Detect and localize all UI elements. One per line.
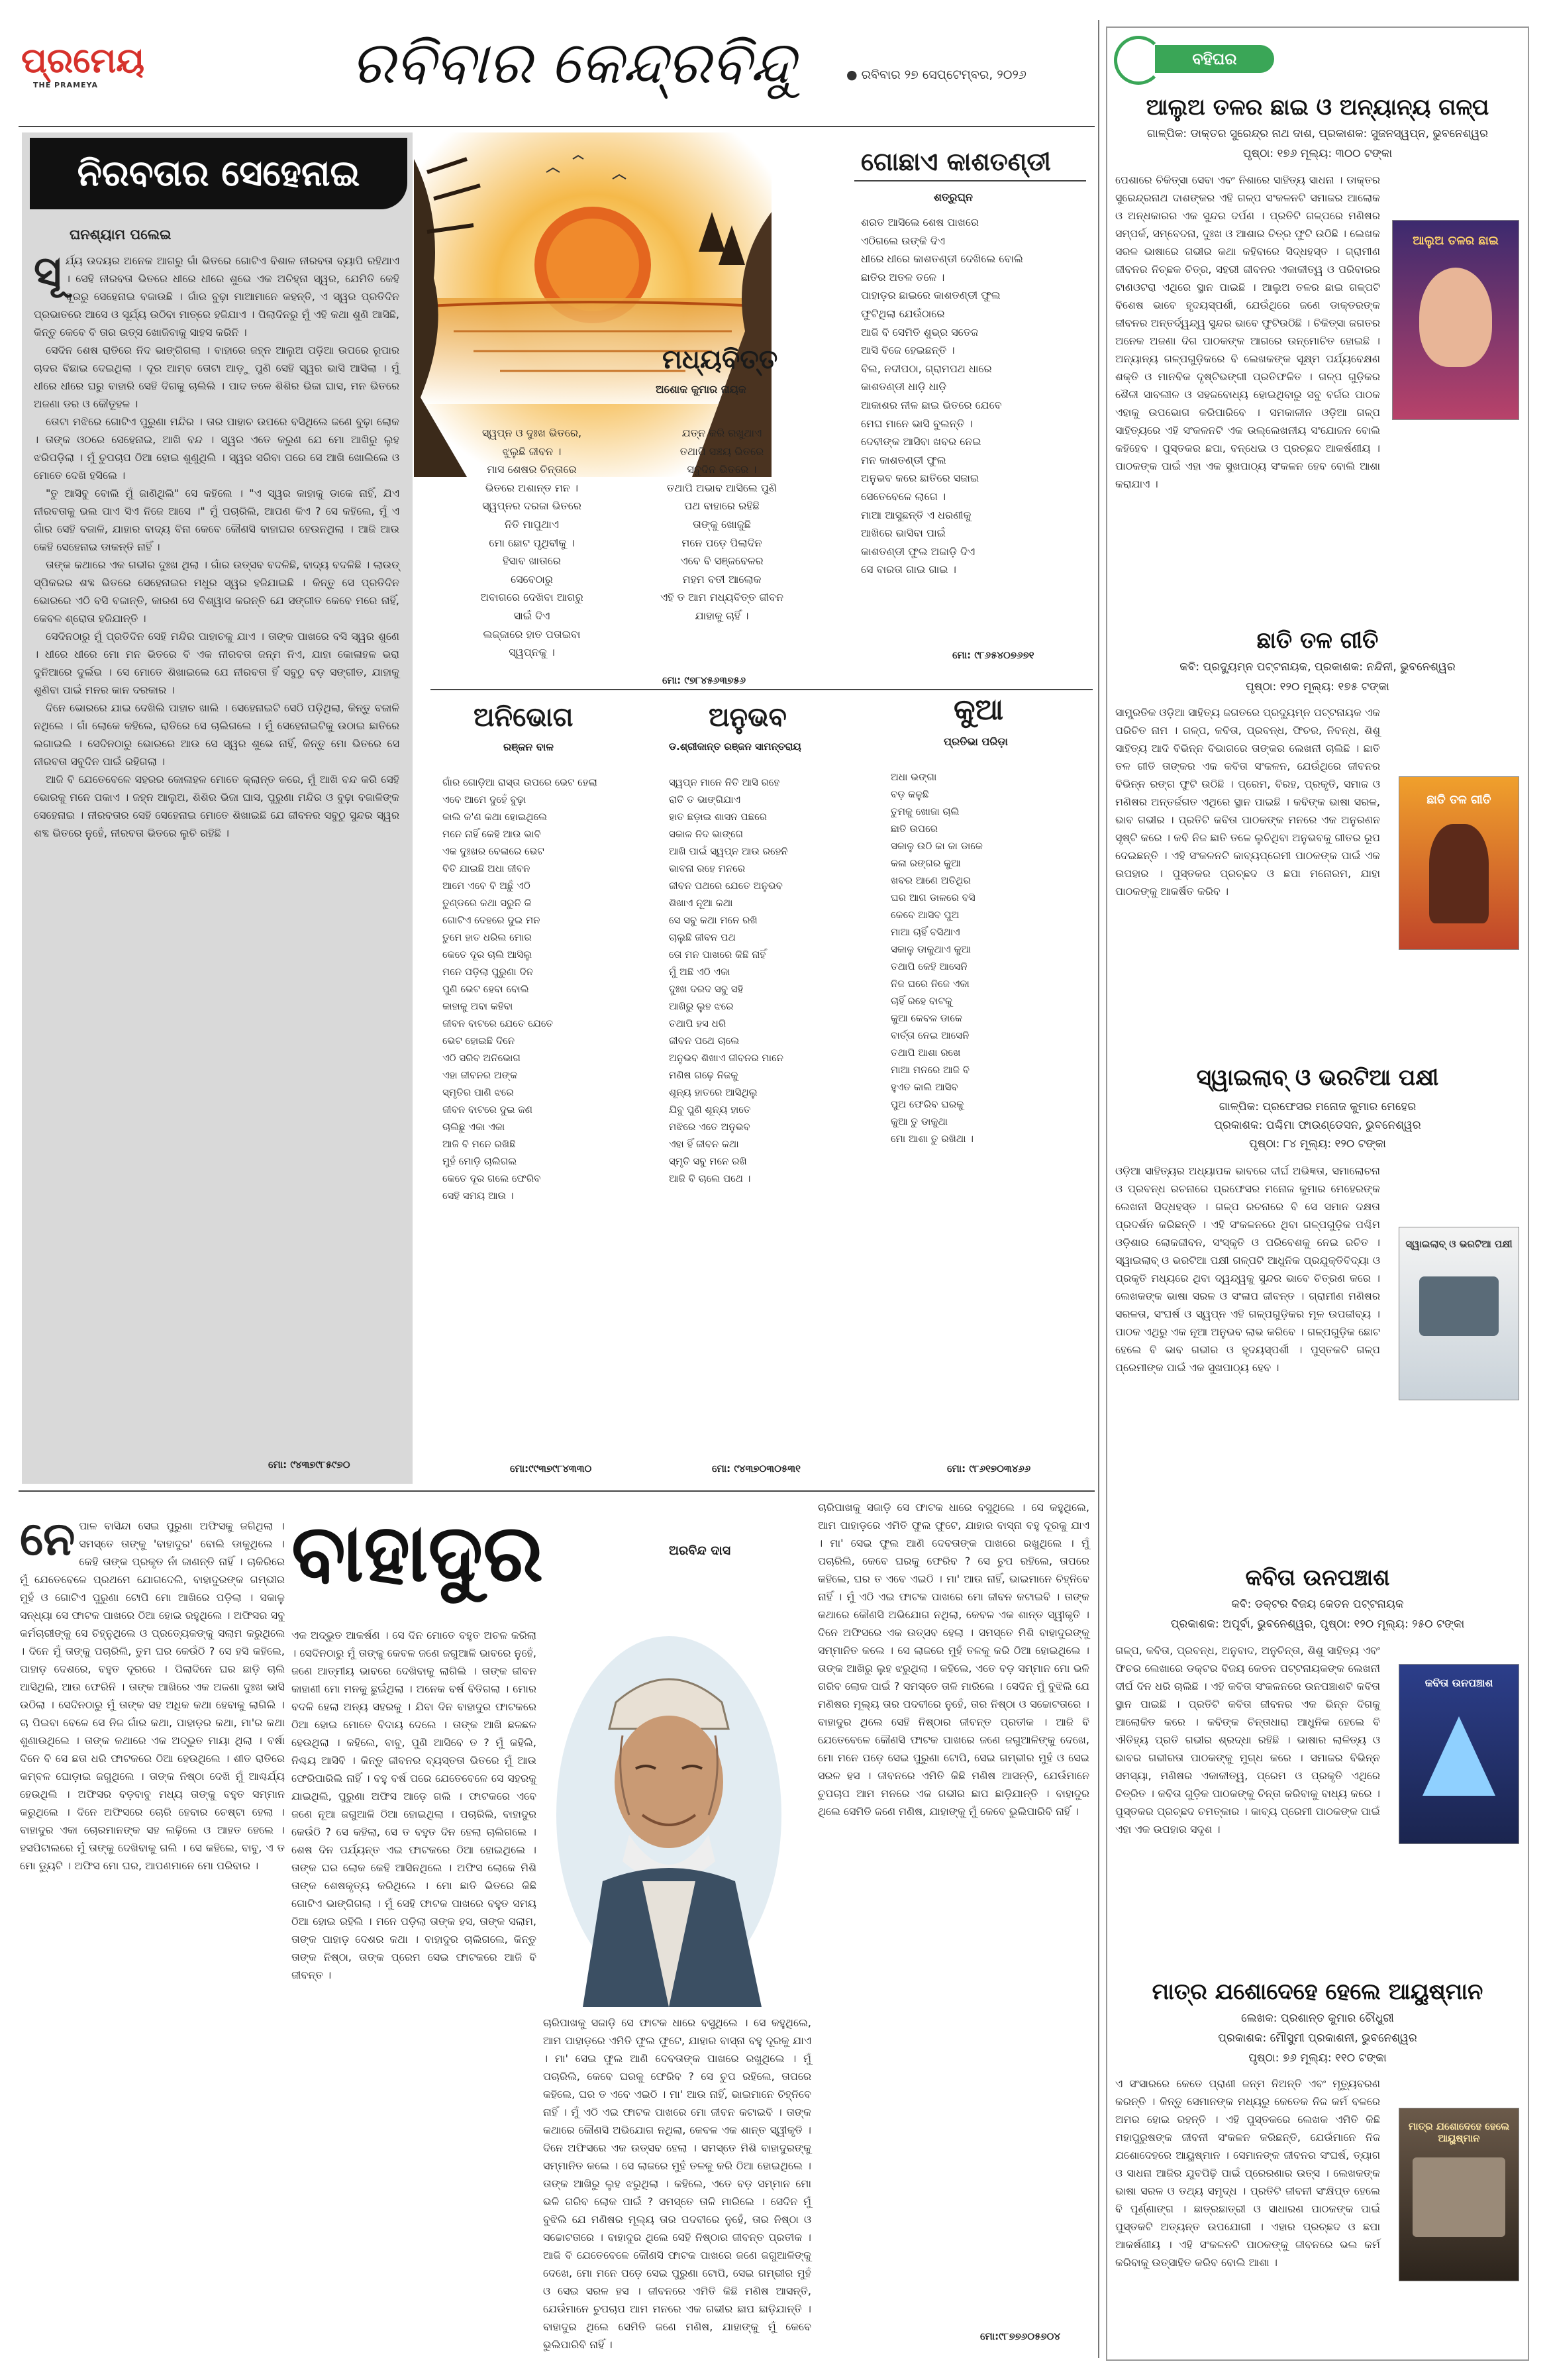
old-man-watercolor [543,1616,795,2007]
poem-title-madhyabitta: ମଧ୍ୟବିତ୍ତ [662,344,778,375]
bahadura-col1-text: ପାଳ ବାସିନ୍ଦା ସେଇ ପୁରୁଣା ଅଫିସକୁ ଜଗିଥିଲା । ସମସ୍ତେ ତାଙ୍କୁ 'ବାହାଦୁର' ବୋଲି ଡାକୁଥିଲେ । କେହି ତାଙ୍କ ପ୍ରକୃତ ନାଁ ଜାଣନ୍ତି ନାହିଁ । ଚାକିରିରେ ମୁଁ ଯେତେବେଳେ ପ୍ରଥମେ ଯୋଗଦେଲି, ବାହାଦୁରଙ୍କ ଗମ୍ଭୀର ମୁହଁ ଓ ଗୋଟିଏ ପୁରୁଣା ଟୋପି ମୋ ଆଖିରେ ପଡ଼ିଲା । ସକାଳୁ ସନ୍ଧ୍ୟା ସେ ଫାଟକ ପାଖରେ ଠିଆ ହୋଇ ରହୁଥିଲେ । ଅଫିସର ସବୁ କର୍ମଚାରୀଙ୍କୁ ସେ ଚିହ୍ନୁଥିଲେ ଓ ପ୍ରତ୍ୟେକଙ୍କୁ ସଲାମ କରୁଥିଲେ । ଦିନେ ମୁଁ ତାଙ୍କୁ ପଚାରିଲି, ତୁମ ଘର କେଉଁଠି ? ସେ ହସି କହିଲେ, ପାହାଡ଼ ଦେଶରେ, ବହୁତ ଦୂରରେ । ପିଲାଦିନେ ଘର ଛାଡ଼ି ଚାଲି ଆସିଥିଲି, ଆଉ ଫେରିନି । ତାଙ୍କ ଆଖିରେ ଏକ ଅଜଣା ଦୁଃଖ ଭାସି ଉଠିଲା । ସେଦିନଠାରୁ ମୁଁ ତାଙ୍କ ସହ ଅଧିକ କଥା ହେବାକୁ ଲାଗିଲି । ଚା ପିଇବା ବେଳେ ସେ ନିଜ ଗାଁର କଥା, ପାହାଡ଼ର କଥା, ମା'ର କଥା ଶୁଣାଉଥିଲେ । ତାଙ୍କ କଥାରେ ଏକ ଅଦ୍ଭୁତ ମାୟା ଥିଲା । ବର୍ଷା ଦିନେ ବି ସେ ଛତା ଧରି ଫାଟକରେ ଠିଆ ହେଉଥିଲେ । ଶୀତ ରାତିରେ କମ୍ବଳ ଘୋଡ଼ାଇ ଜଗୁଥିଲେ । ତାଙ୍କ ନିଷ୍ଠା ଦେଖି ମୁଁ ଆଶ୍ଚର୍ଯ୍ୟ ହେଉଥିଲି । ଅଫିସର ବଡ଼ବାବୁ ମଧ୍ୟ ତାଙ୍କୁ ବହୁତ ସମ୍ମାନ କରୁଥିଲେ । ଦିନେ ଅଫିସରେ ଚୋରି ହେବାର ଚେଷ୍ଟା ହେଲା । ବାହାଦୁର ଏକା ଚୋରମାନଙ୍କ ସହ ଲଢ଼ିଲେ ଓ ଆହତ ହେଲେ । ହସପିଟାଲରେ ମୁଁ ତାଙ୍କୁ ଦେଖିବାକୁ ଗଲି । ସେ କହିଲେ, ବାବୁ, ଏ ତ ମୋ ଡ୍ୟୁଟି । ଅଫିସ ମୋ ଘର, ଆପଣମାନେ ମୋ ପରିବାର । [20,1520,285,1872]
book-cover [1392,220,1519,420]
poem-mobile-kua: ମୋ: ୯୮୬୧୭୦୩୪୬୬ [947,1463,1031,1475]
book-review: ଗଳ୍ପ, କବିତା, ପ୍ରବନ୍ଧ, ଅନୁବାଦ, ଅନୁଚିନ୍ତା, ଶିଶୁ ସାହିତ୍ୟ ଏବଂ ଫିଚର ଲେଖାରେ ଡକ୍ଟର ବିଜୟ କେତନ ପଟ୍ଟନାୟକଙ୍କ ଲେଖନୀ ଦୀର୍ଘ ଦିନ ଧରି ଚାଲିଛି । ଏହି କବିତା ସଂକଳନରେ ଉନପଞ୍ଚାଶଟି କବିତା ସ୍ଥାନ ପାଇଛି । ପ୍ରତିଟି କବିତା ଜୀବନର ଏକ ଭିନ୍ନ ଦିଗକୁ ଆଲୋକିତ କରେ । କବିଙ୍କ ଚିନ୍ତାଧାରା ଆଧୁନିକ ହେଲେ ବି ଐତିହ୍ୟ ପ୍ରତି ଗଭୀର ଶ୍ରଦ୍ଧା ରହିଛି । ଭାଷାର ଲାଳିତ୍ୟ ଓ ଭାବର ଗଭୀରତା ପାଠକଙ୍କୁ ମୁଗ୍ଧ କରେ । ସମାଜର ବିଭିନ୍ନ ସମସ୍ୟା, ମଣିଷର ଏକାକୀତ୍ୱ, ପ୍ରେମ ଓ ପ୍ରକୃତି ଏଥିରେ ଚିତ୍ରିତ । କବିତା ଗୁଡ଼ିକ ପାଠକଙ୍କୁ ଚିନ୍ତା କରିବାକୁ ବାଧ୍ୟ କରେ । ପୁସ୍ତକର ପ୍ରଚ୍ଛଦ ଚମତ୍କାର । କାବ୍ୟ ପ୍ରେମୀ ପାଠକଙ୍କ ପାଇଁ ଏହା ଏକ ଉପହାର ସଦୃଶ । [1115,1644,1380,1836]
book-cover-art [1429,824,1489,923]
main-story [22,132,413,1484]
brand-logo [21,41,144,89]
bahadura-dropcap: ନେ [20,1512,75,1566]
book-cover [1399,1664,1519,1844]
book-cover-title: ସ୍ୱାଇଲାବ୍ ଓ ଭରଟିଆ ପକ୍ଷୀ [1405,1238,1513,1250]
book-price: ପ୍ରକାଶକ: ଅପୂର୍ବା, ଭୁବନେଶ୍ୱର, ପୃଷ୍ଠା: ୧୨୦ ମୂଲ୍ୟ: ୨୫୦ ଟଙ୍କା [1170,1618,1465,1631]
bahadura-mobile: ମୋ:୯୮୭୭୬୦୫୭୦୪ [980,2330,1061,2342]
book-price: ପୃଷ୍ଠା: ୧୨୦ ମୂଲ୍ୟ: ୧୭୫ ଟଙ୍କା [1246,680,1389,694]
bahaghara-panel [1106,26,1529,2361]
book-meta: ଗାଳ୍ପିକ: ଡାକ୍ତର ସୁରେନ୍ଦ୍ର ନାଥ ଦାଶ, ପ୍ରକାଶକ: ସୁଜନସ୍ୱପ୍ନ, ଭୁବନେଶ୍ୱର [1146,127,1489,140]
poem-title-gochhae: ଗୋଛାଏ କାଶତଣ୍ଡୀ [861,147,1051,176]
book-title: ଛାତି ତଳ ଗୀତି [1256,627,1379,654]
book-meta: ଲେଖକ: ପ୍ରଶାନ୍ତ କୁମାର ଚୌଧୁରୀ [1241,2012,1394,2025]
book-cover-art [1423,1716,1495,1796]
poem-title-underline-gochhae [854,180,1086,181]
masthead-rule [19,126,1095,127]
bahaghara-label: ବହିଘର [1155,45,1274,73]
story-paragraph: ର୍ଯ୍ୟ ଉଦୟର ଅନେକ ଆଗରୁ ଗାଁ ଭିତରେ ଗୋଟିଏ ବିଶାଳ ନୀରବତା ବ୍ୟାପି ରହିଥାଏ । ସେହି ନୀରବତା ଭିତରେ ଧୀରେ ଧୀରେ ଶୁଭେ ଏକ ଅଚିହ୍ନା ସ୍ୱର, ଯେମିତି କେହି ଦୂରରୁ ସେହେନାଇ ବଜାଉଛି । ଗାଁର ବୁଢ଼ା ମାଆମାନେ କହନ୍ତି, ଏ ସ୍ୱର ପ୍ରତିଦିନ ପ୍ରଭାତରେ ଆସେ ଓ ସୂର୍ଯ୍ୟ ଉଠିବା ମାତ୍ରେ ହଜିଯାଏ । ପିଲାଦିନରୁ ମୁଁ ଏହି କଥା ଶୁଣି ଆସିଛି, କିନ୍ତୁ କେବେ ବି ତାର ଉତ୍ସ ଖୋଜିବାକୁ ସାହସ କରିନି । [34,254,399,338]
book-review: ଓଡ଼ିଆ ସାହିତ୍ୟର ଅଧ୍ୟାପକ ଭାବରେ ଦୀର୍ଘ ଅଭିଜ୍ଞତା, ସମାଲୋଚନା ଓ ପ୍ରବନ୍ଧ ରଚନାରେ ପ୍ରଫେସର ମନୋଜ କୁମାର ମେହେରଙ୍କ ଲେଖନୀ ସିଦ୍ଧହସ୍ତ । ଗଳ୍ପ ରଚନାରେ ବି ସେ ସମାନ ଦକ୍ଷତା ପ୍ରଦର୍ଶନ କରିଛନ୍ତି । ଏହି ସଂକଳନରେ ଥିବା ଗଳ୍ପଗୁଡ଼ିକ ପଶ୍ଚିମ ଓଡ଼ିଶାର ଲୋକଜୀବନ, ସଂସ୍କୃତି ଓ ପରିବେଶକୁ ନେଇ ରଚିତ । ସ୍ୱାଇଲାବ୍ ଓ ଭରଟିଆ ପକ୍ଷୀ ଗଳ୍ପଟି ଆଧୁନିକ ପ୍ରଯୁକ୍ତିବିଦ୍ୟା ଓ ପ୍ରକୃତି ମଧ୍ୟରେ ଥିବା ଦ୍ୱନ୍ଦ୍ୱକୁ ସୁନ୍ଦର ଭାବେ ଚିତ୍ରଣ କରେ । ଲେଖକଙ୍କ ଭାଷା ସରଳ ଓ ସଂଳାପ ଜୀବନ୍ତ । ଗ୍ରାମୀଣ ମଣିଷର ସରଳତା, ସଂଘର୍ଷ ଓ ସ୍ୱପ୍ନ ଏହି ଗଳ୍ପଗୁଡ଼ିକର ମୂଳ ଉପଜୀବ୍ୟ । ପାଠକ ଏଥିରୁ ଏକ ନୂଆ ଅନୁଭବ ଲାଭ କରିବେ । ଗଳ୍ପଗୁଡ଼ିକ ଛୋଟ ହେଲେ ବି ଭାବ ଗଭୀର ଓ ହୃଦୟସ୍ପର୍ଶୀ । ପୁସ୍ତକଟି ଗଳ୍ପ ପ୍ରେମୀଙ୍କ ପାଇଁ ଏକ ସୁଖପାଠ୍ୟ ହେବ । [1115,1164,1380,1374]
book-cover [1399,776,1519,950]
bahadura-author: ଅରବିନ୍ଦ ଦାସ [669,1543,731,1558]
bahadura-col2b [543,2014,811,2351]
bahadura-portrait [543,1616,795,2007]
book-title: ସ୍ୱାଇଲାବ୍ ଓ ଭରଟିଆ ପକ୍ଷୀ [1196,1064,1439,1091]
book-cover-title: ଆଲୁଅ ତଳର ଛାଇ [1413,234,1499,248]
section-title: ରବିବାର କେନ୍ଦ୍ରବିନ୍ଦୁ [351,28,795,97]
poem-title-kua: କୁଆ [954,693,1004,727]
book-review: ଏ ସଂସାରରେ କେତେ ପ୍ରାଣୀ ଜନ୍ମ ନିଅନ୍ତି ଏବଂ ମୃତ୍ୟୁବରଣ କରନ୍ତି । କିନ୍ତୁ ସେମାନଙ୍କ ମଧ୍ୟରୁ କେତେକ ନିଜ କର୍ମ ବଳରେ ଅମର ହୋଇ ରହନ୍ତି । ଏହି ପୁସ୍ତକରେ ଲେଖକ ଏମିତି କିଛି ମହାପୁରୁଷଙ୍କ ଜୀବନୀ ସଂକଳନ କରିଛନ୍ତି, ଯେଉଁମାନେ ନିଜ ଯଶୋଦେହରେ ଆୟୁଷ୍ମାନ । ସେମାନଙ୍କ ଜୀବନର ସଂଘର୍ଷ, ତ୍ୟାଗ ଓ ସାଧନା ଆଜିର ଯୁବପିଢ଼ି ପାଇଁ ପ୍ରେରଣାର ଉତ୍ସ । ଲେଖକଙ୍କ ଭାଷା ସରଳ ଓ ତଥ୍ୟ ସମୃଦ୍ଧ । ପ୍ରତିଟି ଜୀବନୀ ସଂକ୍ଷିପ୍ତ ହେଲେ ବି ପୂର୍ଣ୍ଣାଙ୍ଗ । ଛାତ୍ରଛାତ୍ରୀ ଓ ସାଧାରଣ ପାଠକଙ୍କ ପାଇଁ ପୁସ୍ତକଟି ଅତ୍ୟନ୍ତ ଉପଯୋଗୀ । ଏହାର ପ୍ରଚ୍ଛଦ ଓ ଛପା ଆକର୍ଷଣୀୟ । ଏହି ସଂକଳନଟି ପାଠକଙ୍କୁ ଜୀବନରେ ଭଲ କର୍ମ କରିବାକୁ ଉତ୍ସାହିତ କରିବ ବୋଲି ଆଶା । [1115,2077,1380,2269]
book-cover-title: ମାତ୍ର ଯଶୋଦେହେ ହେଲେ ଆୟୁଷ୍ମାନ [1408,2120,1510,2144]
story-title: ନିରବତାର ସେହେନାଇ [77,152,360,194]
book-cover [1399,2108,1519,2281]
bahadura-col3: ଚାରିପାଖକୁ ସଜାଡ଼ି ସେ ଫାଟକ ଧାରେ ବସୁଥିଲେ । ସେ କହୁଥିଲେ, ଆମ ପାହାଡ଼ରେ ଏମିତି ଫୁଲ ଫୁଟେ, ଯାହାର ବାସ୍ନା ବହୁ ଦୂରକୁ ଯାଏ । ମା' ସେଇ ଫୁଲ ଆଣି ଦେବତାଙ୍କ ପାଖରେ ରଖୁଥିଲେ । ମୁଁ ପଚାରିଲି, କେବେ ଘରକୁ ଫେରିବ ? ସେ ଚୁପ ରହିଲେ, ତାପରେ କହିଲେ, ଘର ତ ଏବେ ଏଇଠି । ମା' ଆଉ ନାହିଁ, ଭାଇମାନେ ଚିହ୍ନିବେ ନାହିଁ । ମୁଁ ଏଠି ଏଇ ଫାଟକ ପାଖରେ ମୋ ଜୀବନ କଟାଇବି । ତାଙ୍କ କଥାରେ କୌଣସି ଅଭିଯୋଗ ନଥିଲା, କେବଳ ଏକ ଶାନ୍ତ ସ୍ୱୀକୃତି । ଦିନେ ଅଫିସରେ ଏକ ଉତ୍ସବ ହେଲା । ସମସ୍ତେ ମିଶି ବାହାଦୁରଙ୍କୁ ସମ୍ମାନିତ କଲେ । ସେ ଲାଜରେ ମୁହଁ ତଳକୁ କରି ଠିଆ ହୋଇଥିଲେ । ତାଙ୍କ ଆଖିରୁ ଲୁହ ଝରୁଥିଲା । କହିଲେ, ଏତେ ବଡ଼ ସମ୍ମାନ ମୋ ଭଳି ଗରିବ ଲୋକ ପାଇଁ ? ସମସ୍ତେ ତାଳି ମାରିଲେ । ସେଦିନ ମୁଁ ବୁଝିଲି ଯେ ମଣିଷର ମୂଲ୍ୟ ତାର ପଦବୀରେ ନୁହେଁ, ତାର ନିଷ୍ଠା ଓ ସଚ୍ଚୋଟତାରେ । ବାହାଦୁର ଥିଲେ ସେହି ନିଷ୍ଠାର ଜୀବନ୍ତ ପ୍ରତୀକ । ଆଜି ବି ଯେତେବେଳେ କୌଣସି ଫାଟକ ପାଖରେ ଜଣେ ଜଗୁଆଳିଙ୍କୁ ଦେଖେ, ମୋ ମନେ ପଡ଼େ ସେଇ ପୁରୁଣା ଟୋପି, ସେଇ ଗମ୍ଭୀର ମୁହଁ ଓ ସେଇ ସରଳ ହସ । ଜୀବନରେ ଏମିତି କିଛି ମଣିଷ ଆସନ୍ତି, ଯେଉଁମାନେ ଚୁପଚାପ ଆମ ମନରେ ଏକ ଗଭୀର ଛାପ ଛାଡ଼ିଯାନ୍ତି । ବାହାଦୁର ଥିଲେ ସେମିତି ଜଣେ ମଣିଷ, ଯାହାଙ୍କୁ ମୁଁ କେବେ ଭୁଲିପାରିବି ନାହିଁ । [818,1501,1089,1818]
column-divider [1098,20,1099,2358]
poem-body-kua: ଅଧା ଭଙ୍ଗା ବଡ଼ କଳୁଛି ତୁମକୁ ଖୋଜା ଚାଲି ଛାତି ଉପରେ ସକାଳୁ ଉଠି କା କା ଡାକେ କଳା ରଙ୍ଗର କୁଆ ଖବର ଆଣେ ଅତିଥିର ଘର ଆଗ ଡାଳରେ ବସି କେବେ ଆସିବ ପୁଅ ମାଆ ଚାହିଁ ବସିଥାଏ ସକାଳୁ ଡାକୁଥାଏ କୁଆ ତଥାପି କେହି ଆସେନି ନିଜ ଘରେ ନିଜେ ଏକା ଚାହିଁ ରହେ ବାଟକୁ କୁଆ କେବଳ ଡାକେ ବାର୍ତ୍ତା ନେଇ ଆସେନି ତଥାପି ଆଶା ରଖେ ମାଆ ମନରେ ଆଜି ବି ହୁଏତ କାଲି ଆସିବ ପୁଅ ଫେରିବ ଘରକୁ କୁଆ ତୁ ଡାକୁଥା ମୋ ଆଶା ତୁ ରଖିଥା । [891,771,983,1145]
poem-title-anubhaba: ଅନୁଭବ [709,702,787,733]
poem-author-madhyabitta: ଅଶୋକ କୁମାର ନାୟକ [656,383,746,395]
story-paragraph: "ତୁ ଆସିବୁ ବୋଲି ମୁଁ ଜାଣିଥିଲି" ସେ କହିଲେ । "ଏ ସ୍ୱର କାହାକୁ ଡାକେ ନାହିଁ, ଯିଏ ନୀରବତାକୁ ଭଲ ପାଏ ସିଏ ନିଜେ ଆସେ ।" ମୁଁ ପଚାରିଲି, ଆପଣ କିଏ ? ସେ କହିଲେ, ମୁଁ ଏ ଗାଁର ସେହି ବଜାଳି, ଯାହାର ବାଦ୍ୟ ବିନା କେବେ କୌଣସି ବାହାଘର ହେଉନଥିଲା । ଆଜି ଆଉ କେହି ସେହେନାଇ ଡାକନ୍ତି ନାହିଁ । [34,487,399,553]
story-paragraph: ତୋଟା ମଝିରେ ଗୋଟିଏ ପୁରୁଣା ମନ୍ଦିର । ତାର ପାହାଚ ଉପରେ ବସିଥିଲେ ଜଣେ ବୁଢ଼ା ଲୋକ । ତାଙ୍କ ଓଠରେ ସେହେନାଇ, ଆଖି ବନ୍ଦ । ସ୍ୱର ଏତେ କରୁଣ ଯେ ମୋ ଆଖିରୁ ଲୁହ ଝରିପଡ଼ିଲା । ମୁଁ ଚୁପଚାପ ଠିଆ ହୋଇ ଶୁଣୁଥିଲି । ସ୍ୱର ସରିବା ପରେ ସେ ଆଖି ଖୋଲିଲେ ଓ ମୋତେ ଦେଖି ହସିଲେ । [34,415,399,482]
bahadura-col2: ଏକ ଅଦ୍ଭୁତ ଆକର୍ଷଣ । ସେ ଦିନ ମୋତେ ବହୁତ ଅଚଳ କରିଲା । ସେଦିନଠାରୁ ମୁଁ ତାଙ୍କୁ କେବଳ ଜଣେ ଜଗୁଆଳି ଭାବରେ ନୁହେଁ, ଜଣେ ଆତ୍ମୀୟ ଭାବରେ ଦେଖିବାକୁ ଲାଗିଲି । ତାଙ୍କ ଜୀବନ କାହାଣୀ ମୋ ମନକୁ ଛୁଇଁଥିଲା । ଅନେକ ବର୍ଷ ବିତିଗଲା । ମୋର ବଦଳି ହେଲା ଅନ୍ୟ ସହରକୁ । ଯିବା ଦିନ ବାହାଦୁର ଫାଟକରେ ଠିଆ ହୋଇ ମୋତେ ବିଦାୟ ଦେଲେ । ତାଙ୍କ ଆଖି ଛଳଛଳ ହେଉଥିଲା । କହିଲେ, ବାବୁ, ପୁଣି ଆସିବେ ତ ? ମୁଁ କହିଲି, ନିଶ୍ଚୟ ଆସିବି । କିନ୍ତୁ ଜୀବନର ବ୍ୟସ୍ତତା ଭିତରେ ମୁଁ ଆଉ ଫେରିପାରିଲି ନାହିଁ । ବହୁ ବର୍ଷ ପରେ ଯେତେବେଳେ ସେ ସହରକୁ ଯାଇଥିଲି, ପୁରୁଣା ଅଫିସ ଆଡ଼େ ଗଲି । ଫାଟକରେ ଏବେ ଜଣେ ନୂଆ ଜଗୁଆଳି ଠିଆ ହୋଇଥିଲା । ପଚାରିଲି, ବାହାଦୁର କେଉଁଠି ? ସେ କହିଲା, ସେ ତ ବହୁତ ଦିନ ହେଲା ଚାଲିଗଲେ । ଶେଷ ଦିନ ପର୍ଯ୍ୟନ୍ତ ଏଇ ଫାଟକରେ ଠିଆ ହୋଇଥିଲେ । ତାଙ୍କ ଘର ଲୋକ କେହି ଆସିନଥିଲେ । ଅଫିସ ଲୋକେ ମିଶି ତାଙ୍କ ଶେଷକୃତ୍ୟ କରିଥିଲେ । ମୋ ଛାତି ଭିତରେ କିଛି ଗୋଟିଏ ଭାଙ୍ଗିଗଲା । ମୁଁ ସେହି ଫାଟକ ପାଖରେ ବହୁତ ସମୟ ଠିଆ ହୋଇ ରହିଲି । ମନେ ପଡ଼ିଲା ତାଙ୍କ ହସ, ତାଙ୍କ ସଲାମ, ତାଙ୍କ ପାହାଡ଼ ଦେଶର କଥା । ବାହାଦୁର ଚାଲିଗଲେ, କିନ୍ତୁ ତାଙ୍କ ନିଷ୍ଠା, ତାଙ୍କ ପ୍ରେମ ସେଇ ଫାଟକରେ ଆଜି ବି ଜୀବନ୍ତ । [291,1629,536,1981]
book-cover [1399,1227,1519,1400]
book-review: ପେଶାରେ ଚିକିତ୍ସା ସେବା ଏବଂ ନିଶାରେ ସାହିତ୍ୟ ସାଧନା । ଡାକ୍ତର ସୁରେନ୍ଦ୍ରନାଥ ଦାଶଙ୍କର ଏହି ଗଳ୍ପ ସଂକଳନଟି ସମାଜର ଆଲୋକ ଓ ଅନ୍ଧକାରର ଏକ ସୁନ୍ଦର ଦର୍ପଣ । ପ୍ରତିଟି ଗଳ୍ପରେ ମଣିଷର ସମ୍ପର୍କ, ସମ୍ବେଦନା, ଦୁଃଖ ଓ ଆଶାର ଚିତ୍ର ଫୁଟି ଉଠିଛି । ଲେଖକ ସରଳ ଭାଷାରେ ଗଭୀର କଥା କହିବାରେ ସିଦ୍ଧହସ୍ତ । ଗ୍ରାମୀଣ ଜୀବନର ନିଚ୍ଛକ ଚିତ୍ର, ସହରୀ ଜୀବନର ଏକାକୀତ୍ୱ ଓ ପରିବାରର ଟାଣଓଟରା ଏଥିରେ ସ୍ଥାନ ପାଇଛି । ଆଲୁଅ ତଳର ଛାଇ ଗଳ୍ପଟି ବିଶେଷ ଭାବେ ହୃଦୟସ୍ପର୍ଶୀ, ଯେଉଁଥିରେ ଜଣେ ଡାକ୍ତରଙ୍କ ଜୀବନର ଅନ୍ତର୍ଦ୍ୱନ୍ଦ୍ୱ ସୁନ୍ଦର ଭାବେ ଫୁଟିଉଠିଛି । ଚିକିତ୍ସା ଜଗତର ଅନେକ ଅଜଣା ଦିଗ ପାଠକଙ୍କ ଆଗରେ ଉନ୍ମୋଚିତ ହୋଇଛି । ଅନ୍ୟାନ୍ୟ ଗଳ୍ପଗୁଡ଼ିକରେ ବି ଲେଖକଙ୍କ ସୂକ୍ଷ୍ମ ପର୍ଯ୍ୟବେକ୍ଷଣ ଶକ୍ତି ଓ ମାନବିକ ଦୃଷ୍ଟିଭଙ୍ଗୀ ପ୍ରତିଫଳିତ । ଗଳ୍ପ ଗୁଡ଼ିକର ଶୈଳୀ ସାବଲୀଳ ଓ ସହଜବୋଧ୍ୟ ହୋଇଥିବାରୁ ସବୁ ବର୍ଗର ପାଠକ ଏହାକୁ ଉପଭୋଗ କରିପାରିବେ । ସମକାଳୀନ ଓଡ଼ିଆ ଗଳ୍ପ ସାହିତ୍ୟରେ ଏହି ସଂକଳନଟି ଏକ ଉଲ୍ଲେଖନୀୟ ସଂଯୋଜନ ବୋଲି କହିହେବ । ପୁସ୍ତକର ଛପା, ବନ୍ଧେଇ ଓ ପ୍ରଚ୍ଛଦ ଆକର୍ଷଣୀୟ । ପାଠକଙ୍କ ପାଇଁ ଏହା ଏକ ସୁଖପାଠ୍ୟ ସଂକଳନ ହେବ ବୋଲି ଆଶା କରାଯାଏ । [1115,174,1380,490]
book-meta: କବି: ପ୍ରଦ୍ୟୁମ୍ନ ପଟ୍ଟନାୟକ, ପ୍ରକାଶକ: ନନ୍ଦିନୀ, ଭୁବନେଶ୍ୱର [1179,660,1456,674]
book-title: ମାତ୍ର ଯଶୋଦେହେ ହେଲେ ଆୟୁଷ୍ମାନ [1152,1979,1483,2005]
bahaghara-tag [1114,36,1293,82]
book-title: ଆଲୁଅ ତଳର ଛାଇ ଓ ଅନ୍ୟାନ୍ୟ ଗଳ୍ପ [1146,94,1489,121]
story-paragraph: ଆଜି ବି ଯେତେବେଳେ ସହରର କୋଳାହଳ ମୋତେ କ୍ଲାନ୍ତ କରେ, ମୁଁ ଆଖି ବନ୍ଦ କରି ସେହି ଭୋରକୁ ମନେ ପକାଏ । ଜହ୍ନ ଆଲୁଅ, ଶିଶିର ଭିଜା ଘାସ, ପୁରୁଣା ମନ୍ଦିର ଓ ବୁଢ଼ା ବଜାଳିଙ୍କ ସେହେନାଇ । ନୀରବତାର ସେହି ସେହେନାଇ ମୋତେ ଶିଖାଇଛି ଯେ ଜୀବନର ସବୁଠୁ ସୁନ୍ଦର ସ୍ୱର ଶବ୍ଦ ଭିତରେ ନୁହେଁ, ନୀରବତା ଭିତରେ ଲୁଚି ରହିଛି । [34,773,399,839]
story-body [34,248,399,1444]
story-paragraph: ସେଦିନଠାରୁ ମୁଁ ପ୍ରତିଦିନ ସେହି ମନ୍ଦିର ପାହାଚକୁ ଯାଏ । ତାଙ୍କ ପାଖରେ ବସି ସ୍ୱର ଶୁଣେ । ଧୀରେ ଧୀରେ ମୋ ମନ ଭିତରେ ବି ଏକ ନୀରବତା ଜନ୍ମ ନିଏ, ଯାହା କୋଳାହଳ ଭରା ଦୁନିଆରେ ଦୁର୍ଲଭ । ସେ ମୋତେ ଶିଖାଇଲେ ଯେ ନୀରବତା ହିଁ ସବୁଠୁ ବଡ଼ ସଙ୍ଗୀତ, ଯାହାକୁ ଶୁଣିବା ପାଇଁ ମନର କାନ ଦରକାର । [34,630,399,696]
book-meta: ଗାଳ୍ପିକ: ପ୍ରଫେସର ମନୋଜ କୁମାର ମେହେର ପ୍ରକାଶକ: ପଶ୍ଚିମା ଫାଉଣ୍ଡେସନ, ଭୁବନେଶ୍ୱର [1214,1100,1421,1132]
poem-body-anibhoga: ଗାଁର ଗୋଡ଼ିଆ ରାସ୍ତା ଉପରେ ଭେଟ ହେଲା ଏବେ ଆମେ ଦୁହେଁ ବୁଢ଼ା କାଲି କ'ଣ କଥା ହୋଇଥିଲେ ମନେ ନାହିଁ କେହି ଆଉ ଭାବି ଏକ ଦୁଃଖର ବେଳାରେ ଭେଟ ବିତି ଯାଇଛି ଅଧା ଜୀବନ ଆମେ ଏବେ ବି ଅଛୁଁ ଏଠି ତୁଣ୍ଡରେ କଥା ସରୁନି କି ଗୋଟିଏ ଦେହରେ ଦୁଇ ମନ ତୁମେ ହାତ ଧରିଲ ମୋର କେତେ ଦୂର ଚାଲି ଆସିଲୁ ମନେ ପଡ଼ିଲା ପୁରୁଣା ଦିନ ପୁଣି ଭେଟ ହେବା ବୋଲି କାହାକୁ ଅବା କହିବା ଜୀବନ ବାଟରେ ଯେତେ ଯେତେ ଭେଟ ହୋଇଛି ଦିନେ ଏଠି ସରିବ ଅନିଭୋଗ ଏହା ଜୀବନର ଅଙ୍କ ସ୍ମୃତିର ପାଣି ଝରେ ଜୀବନ ବାଟରେ ଦୁଇ ଜଣ ଚାଲିଛୁ ଏକା ଏକା ଆଜି ବି ମନେ ରଖିଛି ମୁହଁ ମୋଡ଼ି ଚାଲିଗଲ କେତେ ଦୂର ଗଲେ ଫେରିବ ସେହି ସମୟ ଆଉ । [442,776,597,1202]
book-title: କବିତା ଉନପଞ୍ଚାଶ [1245,1565,1390,1591]
bahadura-title: ବାହାଦୁର [291,1506,544,1600]
bahadura-col1 [20,1512,285,2332]
lower-section-rule [19,1490,1095,1492]
poem-body-madhyabitta-col1: ସ୍ୱପ୍ନ ଓ ଦୁଃଖ ଭିତରେ, ଝୁଲୁଛି ଜୀବନ । ମାସ ଶେଷର ଚିନ୍ତାରେ ଭିତରେ ଅଶାନ୍ତ ମନ । ସ୍ୱପ୍ନର ଦରଜା ଭିତରେ ନିତି ମାପୁଥାଏ ମୋ ଛୋଟ ପୃଥିବୀକୁ । ହିସାବ ଖାତାରେ ସେବେଠାରୁ ଅବାଗରେ ଦେଖିବା ଆଗରୁ ସାଇଁ ଦିଏ ଲଜ୍ଜାରେ ହାତ ପତାଇବା ସ୍ୱପ୍ନକୁ । [480,427,583,659]
masthead [0,0,1099,126]
poem-mobile-madhyabitta: ମୋ: ୯୭୮୪୫୬୩୭୫୬ [662,674,746,686]
book-price: ପୃଷ୍ଠା: ୭୬ ମୂଲ୍ୟ: ୧୧୦ ଟଙ୍କା [1248,2051,1387,2065]
poem-mobile-gochhae: ମୋ: ୯୮୬୫୪୦୭୬୭୧ [952,649,1034,661]
book-price: ପୃଷ୍ଠା: ୮୪ ମୂଲ୍ୟ: ୧୨୦ ଟଙ୍କା [1249,1137,1386,1151]
story-title-banner [30,138,407,209]
book-cover-art [1419,1276,1499,1336]
book-cover-title: ଛାତି ତଳ ଗୀତି [1426,793,1491,807]
book-meta: କବି: ଡକ୍ଟର ବିଜୟ କେତନ ପଟ୍ଟନାୟକ [1231,1598,1404,1611]
story-paragraph: ସେଦିନ ଶେଷ ରାତିରେ ନିଦ ଭାଙ୍ଗିଗଲା । ବାହାରେ ଜହ୍ନ ଆଲୁଅ ପଡ଼ିଆ ଉପରେ ରୂପାର ଚାଦର ବିଛାଇ ଦେଇଥିଲା । ଦୂର ଆମ୍ବ ତୋଟା ଆଡ଼ୁ ପୁଣି ସେହି ସ୍ୱର ଭାସି ଆସିଲା । ମୁଁ ଧୀରେ ଧୀରେ ଘରୁ ବାହାରି ସେହି ଦିଗକୁ ଚାଲିଲି । ପାଦ ତଳେ ଶିଶିର ଭିଜା ଘାସ, ମନ ଭିତରେ ଅଜଣା ଡର ଓ କୌତୂହଳ । [34,344,399,410]
poem-author-gochhae: ଶତ୍ରୁଘ୍ନ [934,191,973,203]
poem-mobile-anibhoga: ମୋ:୯୯୩୭୯୮୪୩୩୦ [510,1463,592,1475]
poem-body-gochhae: ଶରତ ଆସିଲେ ଶେଷ ପାଖରେ ଏଠିଗଲେ ଉଙ୍କି ଦିଏ ଧୀରେ ଧୀରେ କାଶତଣ୍ଡୀ ଦେଖିଲେ ବୋଲି ଛାତିର ଅତଳ ତଳେ । ପାହାଡ଼ର ଛାଇରେ କାଶତଣ୍ଡୀ ଫୁଲ ଫୁଟିଥିଲା ଯେଉଁଠାରେ ଆଜି ବି ସେମିତି ଶୁଭ୍ର ସତେଜ ଆସି ବିଜେ ହେଇଛନ୍ତି । ବିଲ, ନଦୀପଠା, ଗ୍ରାମପଥ ଧାରେ କାଶତଣ୍ଡୀ ଧାଡ଼ି ଧାଡ଼ି ଆକାଶର ନୀଳ ଛାଇ ଭିତରେ ଯେବେ ମେଘ ମାନେ ଭାସି ବୁଲନ୍ତି । ଦେବୀଙ୍କ ଆସିବା ଖବର ନେଇ ମନ କାଶତଣ୍ଡୀ ଫୁଲ ଅନୁଭବ କରେ ଛାତିରେ ସଜାଇ ସେତେବେଳେ ଲାଗେ । ମାଆ ଆସୁଛନ୍ତି ଏ ଧରଣୀକୁ ଆଖିରେ ଭାସିବା ପାଇଁ କାଶତଣ୍ଡୀ ଫୁଲ ଅଜାଡ଼ି ଦିଏ ସେ ବାରତା ଗାଇ ଗାଇ । [861,216,1023,576]
upper-poems-rule [430,689,1093,690]
issue-date: ● ରବିବାର ୨୭ ସେପ୍ଟେମ୍ବର, ୨୦୨୬ [846,68,1026,82]
story-paragraph: ଦିନେ ଭୋରରେ ଯାଇ ଦେଖିଲି ପାହାଚ ଖାଲି । ସେହେନାଇଟି ସେଠି ପଡ଼ିଥିଲା, କିନ୍ତୁ ବଜାଳି ନଥିଲେ । ଗାଁ ଲୋକେ କହିଲେ, ରାତିରେ ସେ ଚାଲିଗଲେ । ମୁଁ ସେହେନାଇଟିକୁ ଉଠାଇ ଛାତିରେ ଲଗାଇଲି । ସେଦିନଠାରୁ ଭୋରରେ ଆଉ ସେ ସ୍ୱର ଶୁଭେ ନାହିଁ, କିନ୍ତୁ ମୋ ଭିତରେ ସେ ନୀରବତା ସବୁଦିନ ପାଇଁ ରହିଗଲା । [34,701,399,768]
book-publisher: ପ୍ରକାଶକ: ମୌସୁମୀ ପ୍ରକାଶନୀ, ଭୁବନେଶ୍ୱର [1218,2032,1417,2045]
bahadura-col2b-text: ଚାରିପାଖକୁ ସଜାଡ଼ି ସେ ଫାଟକ ଧାରେ ବସୁଥିଲେ । ସେ କହୁଥିଲେ, ଆମ ପାହାଡ଼ରେ ଏମିତି ଫୁଲ ଫୁଟେ, ଯାହାର ବାସ୍ନା ବହୁ ଦୂରକୁ ଯାଏ । ମା' ସେଇ ଫୁଲ ଆଣି ଦେବତାଙ୍କ ପାଖରେ ରଖୁଥିଲେ । ମୁଁ ପଚାରିଲି, କେବେ ଘରକୁ ଫେରିବ ? ସେ ଚୁପ ରହିଲେ, ତାପରେ କହିଲେ, ଘର ତ ଏବେ ଏଇଠି । ମା' ଆଉ ନାହିଁ, ଭାଇମାନେ ଚିହ୍ନିବେ ନାହିଁ । ମୁଁ ଏଠି ଏଇ ଫାଟକ ପାଖରେ ମୋ ଜୀବନ କଟାଇବି । ତାଙ୍କ କଥାରେ କୌଣସି ଅଭିଯୋଗ ନଥିଲା, କେବଳ ଏକ ଶାନ୍ତ ସ୍ୱୀକୃତି । ଦିନେ ଅଫିସରେ ଏକ ଉତ୍ସବ ହେଲା । ସମସ୍ତେ ମିଶି ବାହାଦୁରଙ୍କୁ ସମ୍ମାନିତ କଲେ । ସେ ଲାଜରେ ମୁହଁ ତଳକୁ କରି ଠିଆ ହୋଇଥିଲେ । ତାଙ୍କ ଆଖିରୁ ଲୁହ ଝରୁଥିଲା । କହିଲେ, ଏତେ ବଡ଼ ସମ୍ମାନ ମୋ ଭଳି ଗରିବ ଲୋକ ପାଇଁ ? ସମସ୍ତେ ତାଳି ମାରିଲେ । ସେଦିନ ମୁଁ ବୁଝିଲି ଯେ ମଣିଷର ମୂଲ୍ୟ ତାର ପଦବୀରେ ନୁହେଁ, ତାର ନିଷ୍ଠା ଓ ସଚ୍ଚୋଟତାରେ । ବାହାଦୁର ଥିଲେ ସେହି ନିଷ୍ଠାର ଜୀବନ୍ତ ପ୍ରତୀକ । ଆଜି ବି ଯେତେବେଳେ କୌଣସି ଫାଟକ ପାଖରେ ଜଣେ ଜଗୁଆଳିଙ୍କୁ ଦେଖେ, ମୋ ମନେ ପଡ଼େ ସେଇ ପୁରୁଣା ଟୋପି, ସେଇ ଗମ୍ଭୀର ମୁହଁ ଓ ସେଇ ସରଳ ହସ । ଜୀବନରେ ଏମିତି କିଛି ମଣିଷ ଆସନ୍ତି, ଯେଉଁମାନେ ଚୁପଚାପ ଆମ ମନରେ ଏକ ଗଭୀର ଛାପ ଛାଡ଼ିଯାନ୍ତି । ବାହାଦୁର ଥିଲେ ସେମିତି ଜଣେ ମଣିଷ, ଯାହାଙ୍କୁ ମୁଁ କେବେ ଭୁଲିପାରିବି ନାହିଁ । [543,2016,811,2351]
poem-author-anibhoga: ରଞ୍ଜନ ବାଳ [503,741,554,753]
story-mobile: ମୋ: ୯୪୩୭୯୮୫୯୭୦ [268,1459,350,1471]
poem-mobile-anubhaba: ମୋ: ୯୪୩୭୦୩୦୫୩୧ [712,1463,801,1475]
book-cover-title: କବିତା ଉନପଞ୍ଚାଶ [1424,1677,1493,1689]
poem-author-kua: ପ୍ରତିଭା ପରିଡ଼ା [944,735,1008,748]
poem-author-anubhaba: ଡ.ଶ୍ରୀକାନ୍ତ ରଞ୍ଜନ ସାମନ୍ତରାୟ [669,741,801,752]
story-paragraph: ତାଙ୍କ କଥାରେ ଏକ ଗଭୀର ଦୁଃଖ ଥିଲା । ଗାଁର ଉତ୍ସବ ବଦଳିଛି, ବାଦ୍ୟ ବଦଳିଛି । ଲାଉଡ୍ ସ୍ପିକରର ଶବ୍ଦ ଭିତରେ ସେହେନାଇର ମଧୁର ସ୍ୱର ହଜିଯାଇଛି । କିନ୍ତୁ ସେ ପ୍ରତିଦିନ ଭୋରରେ ଏଠି ବସି ବଜାନ୍ତି, କାରଣ ସେ ବିଶ୍ୱାସ କରନ୍ତି ଯେ ସଙ୍ଗୀତ କେବେ ମରେ ନାହିଁ, କେବଳ ଶ୍ରୋତା ହଜିଯାନ୍ତି । [34,558,399,625]
story-author: ଘନଶ୍ୟାମ ପଲେଇ [70,227,172,242]
brand-sub: THE PRAMEYA [33,81,98,89]
brand-name: ପ୍ରମେୟ [21,41,145,81]
book-cover-art [1419,268,1492,367]
book-cover-art [1413,2157,1505,2237]
book-review: ସାମ୍ପ୍ରତିକ ଓଡ଼ିଆ ସାହିତ୍ୟ ଜଗତରେ ପ୍ରଦ୍ୟୁମ୍ନ ପଟ୍ଟନାୟକ ଏକ ପରିଚିତ ନାମ । ଗଳ୍ପ, କବିତା, ପ୍ରବନ୍ଧ, ଫିଚର, ନିବନ୍ଧ, ଶିଶୁ ସାହିତ୍ୟ ଆଦି ବିଭିନ୍ନ ବିଭାଗରେ ତାଙ୍କର ଲେଖନୀ ଚାଲିଛି । ଛାତି ତଳ ଗୀତି ତାଙ୍କର ଏକ କବିତା ସଂକଳନ, ଯେଉଁଥିରେ ଜୀବନର ବିଭିନ୍ନ ରଙ୍ଗ ଫୁଟି ଉଠିଛି । ପ୍ରେମ, ବିରହ, ପ୍ରକୃତି, ସମାଜ ଓ ମଣିଷର ଅନ୍ତର୍ଜଗତ ଏଥିରେ ସ୍ଥାନ ପାଇଛି । କବିଙ୍କ ଭାଷା ସରଳ, ଭାବ ଗଭୀର । ପ୍ରତିଟି କବିତା ପାଠକଙ୍କ ମନରେ ଏକ ଅନୁରଣନ ସୃଷ୍ଟି କରେ । କବି ନିଜ ଛାତି ତଳେ ଲୁଚିଥିବା ଅନୁଭବକୁ ଗୀତର ରୂପ ଦେଇଛନ୍ତି । ଏହି ସଂକଳନଟି କାବ୍ୟପ୍ରେମୀ ପାଠକଙ୍କ ପାଇଁ ଏକ ଉପହାର । ପୁସ୍ତକର ପ୍ରଚ୍ଛଦ ଓ ଛପା ମନୋରମ, ଯାହା ପାଠକଙ୍କୁ ଆକର୍ଷିତ କରିବ । [1115,706,1380,898]
poem-title-anibhoga: ଅନିଭୋଗ [474,702,574,733]
poem-body-madhyabitta-col2: ଯତ୍ନ କରି ରଖୁଥାଏ ତଥାପି ସଞ୍ଚୟ ଭିତରେ ସବୁଦିନ ଭିତରେ । ତଥାପି ଅଭାବ ଆସିଲେ ପୁଣି ପଥ ବାହାରେ ରହିଛି ତାଙ୍କୁ ଖୋଜୁଛି ମନେ ପଡ଼େ ପିଲାଦିନ ଏବେ ବି ସଞ୍ଜବେଳର ମହମ ବତୀ ଆଲୋକ ଏହି ତ ଆମ ମଧ୍ୟବିତ୍ତ ଜୀବନ ଯାହାକୁ ଚାହିଁ । [660,427,783,622]
book-price: ପୃଷ୍ଠା: ୧୭୬ ମୂଲ୍ୟ: ୩୦୦ ଟଙ୍କା [1242,147,1393,160]
poem-body-anubhaba: ସ୍ୱପ୍ନ ମାନେ ନିତି ଆସି ରହେ ରାତି ତ ଭାଙ୍ଗିଯାଏ ହାତ ଛଡ଼ାଇ ଶାସନ ପଛରେ ସକାଳ ନିଦ ଭାଙ୍ଗେ ଆଖି ପାଇଁ ସ୍ୱପ୍ନ ଆଉ ରହେନି ଭାବନା ରହେ ମନରେ ଜୀବନ ପଥରେ ଯେତେ ଅନୁଭବ ଶିଖାଏ ନୂଆ କଥା ସେ ସବୁ କଥା ମନେ ରଖି ଚାଲୁଛି ଜୀବନ ପଥ ତୋ ମନ ପାଖରେ କିଛି ନାହିଁ ମୁଁ ଅଛି ଏଠି ଏକା ଦୁଃଖ ଦରଦ ସବୁ ସହି ଆଖିରୁ ଲୁହ ଝରେ ତଥାପି ହସ ଧରି ଜୀବନ ପଥେ ଚାଲେ ଅନୁଭବ ଶିଖାଏ ଜୀବନର ମାନେ ମଣିଷ ଗଢ଼େ ନିଜକୁ ଶୂନ୍ୟ ହାତରେ ଆସିଥିଲୁ ଯିବୁ ପୁଣି ଶୂନ୍ୟ ହାତେ ମଝିରେ ଏତେ ଅନୁଭବ ଏହା ହିଁ ଜୀବନ କଥା ସ୍ମୃତି ସବୁ ମନେ ରଖି ଆଜି ବି ଚାଲେ ପଥେ । [669,776,788,1184]
story-dropcap: ସୂ [34,248,62,297]
